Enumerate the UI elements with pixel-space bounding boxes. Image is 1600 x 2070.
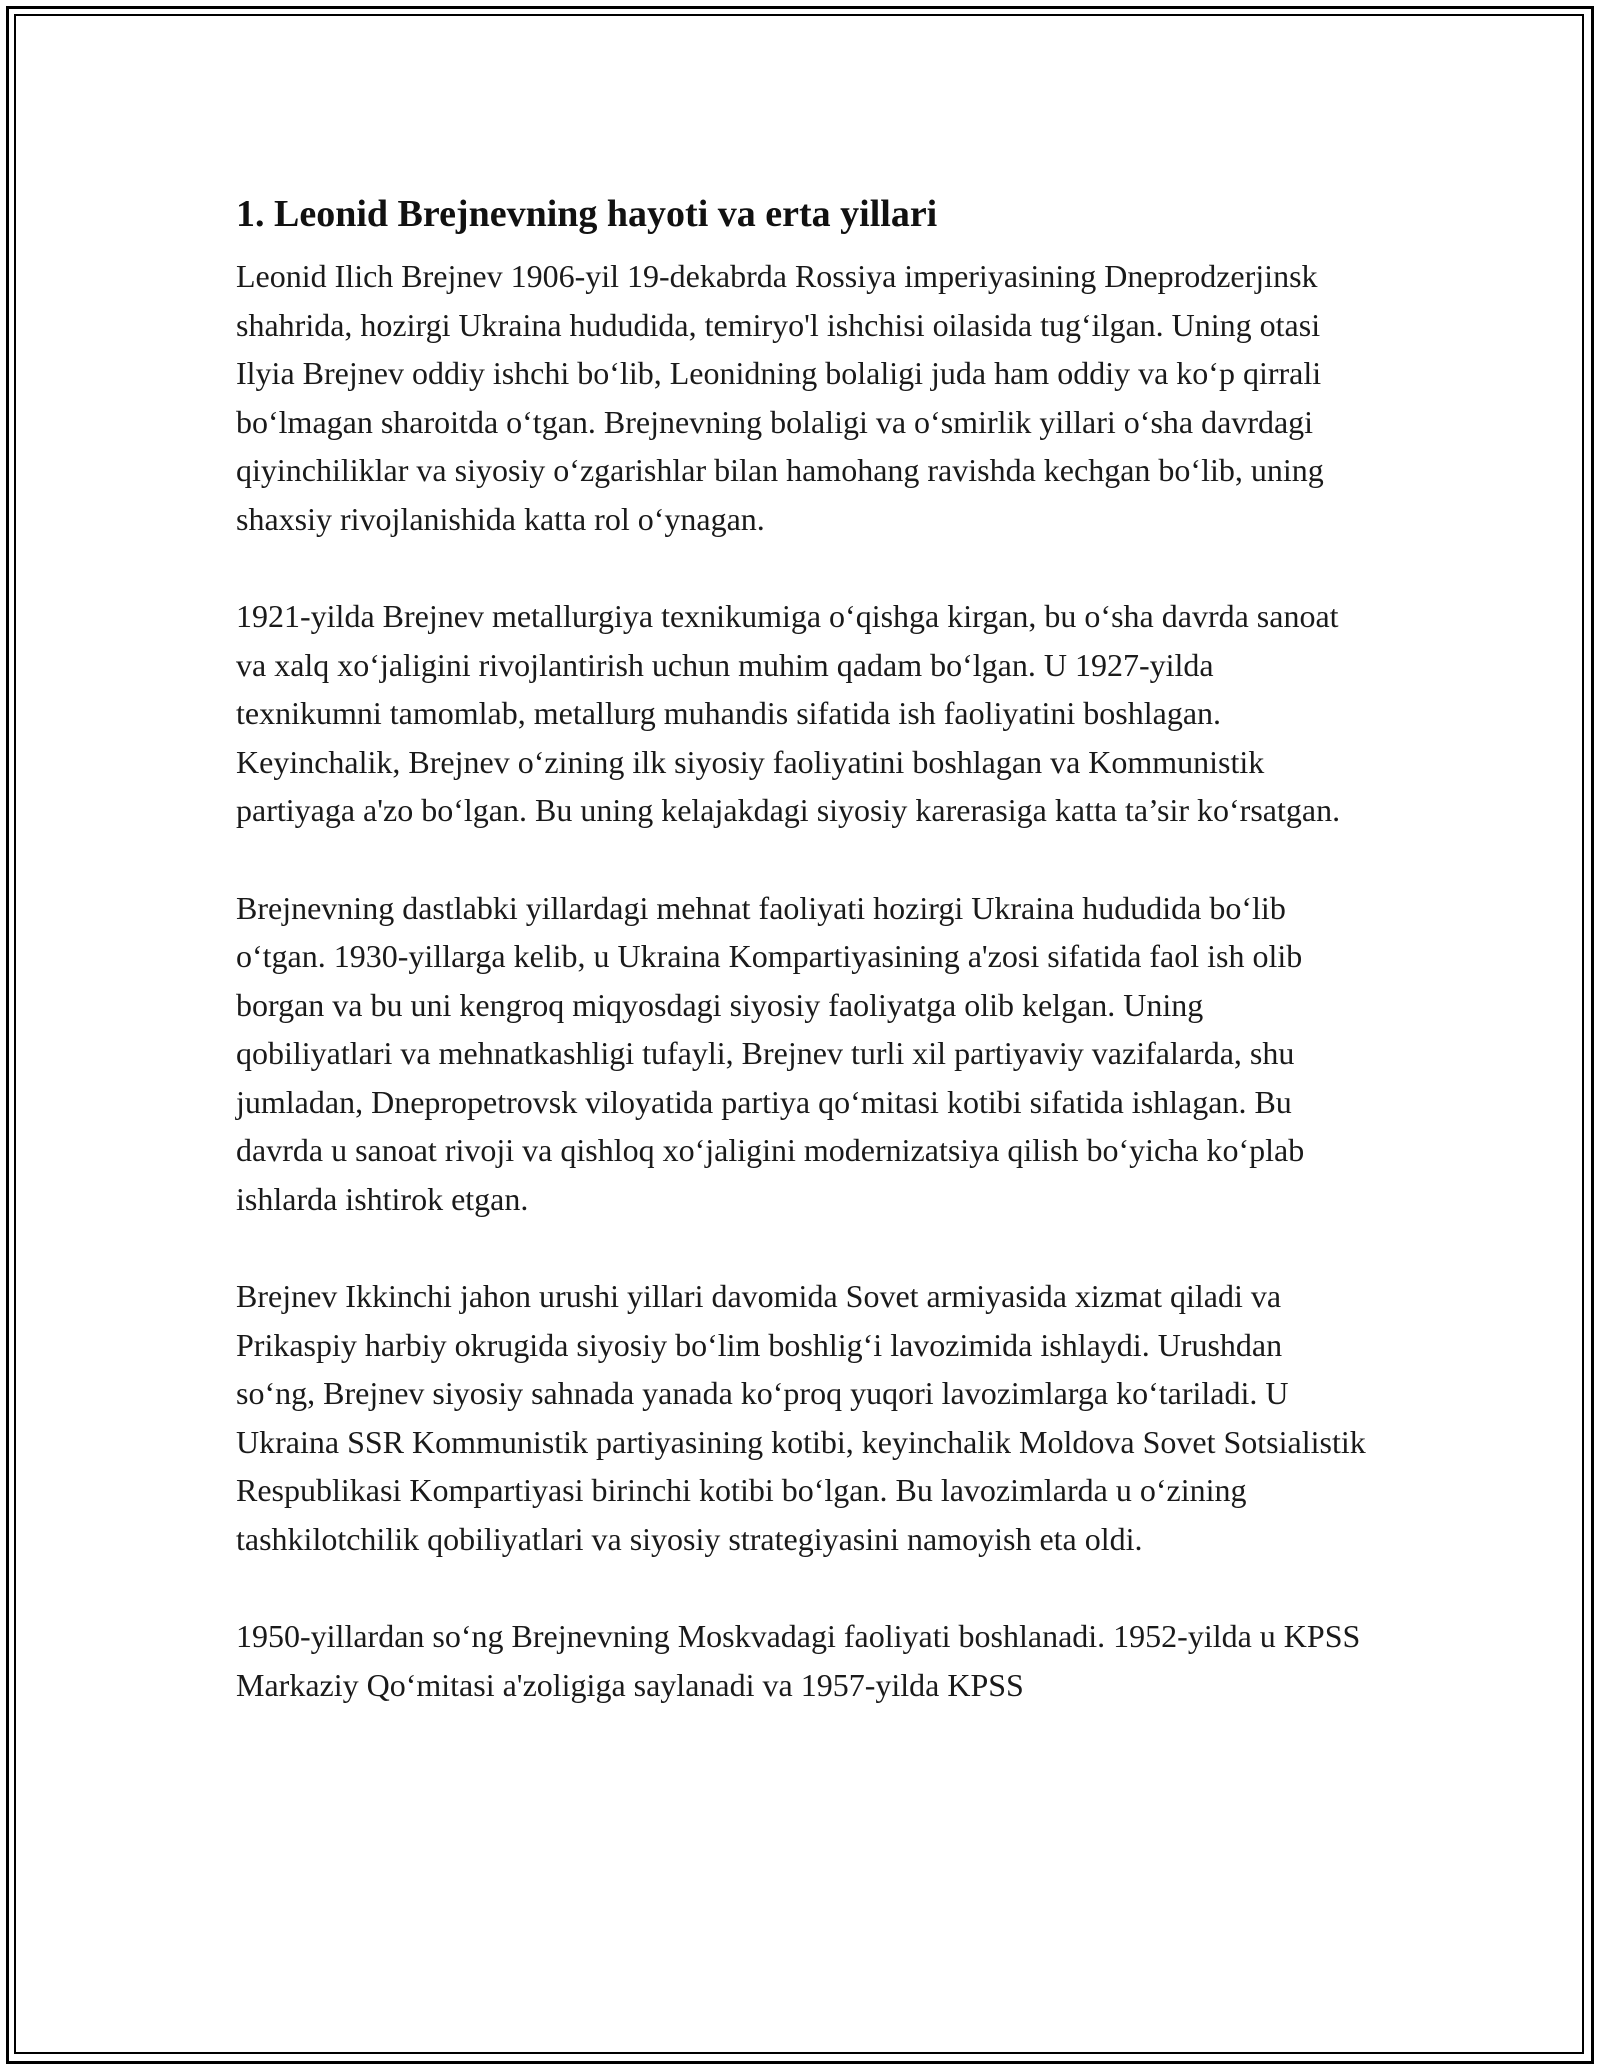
paragraph-2: 1921-yilda Brejnev metallurgiya texnikumiga oʻqishga kirgan, bu oʻsha davrda sanoat va xalq xoʻjaligini rivojlantirish uchun muhim qadam boʻlgan. U 1927-yilda texnikumni tamomlab, metallurg muhandis sifatida ish faoliyatini boshlagan. Keyinchalik, Brejnev oʻzining ilk siyosiy faoliyatini boshlagan va Kommunistik partiyaga a'zo boʻlgan. Bu uning kelajakdagi siyosiy karerasiga katta ta’sir koʻrsatgan. <box>236 598 1341 828</box>
paragraph-5: 1950-yillardan soʻng Brejnevning Moskvadagi faoliyati boshlanadi. 1952-yilda u KPSS Markaziy Qoʻmitasi a'zoligiga saylanadi va 1957-yilda KPSS <box>236 1618 1361 1703</box>
paragraph-1: Leonid Ilich Brejnev 1906-yil 19-dekabrda Rossiya imperiyasining Dneprodzerjinsk shahrida, hozirgi Ukraina hududida, temiryo'l ishchisi oilasida tugʻilgan. Uning otasi Ilyia Brejnev oddiy ishchi boʻlib, Leonidning bolaligi juda ham oddiy va koʻp qirrali boʻlmagan sharoitda oʻtgan. Brejnevning bolaligi va oʻsmirlik yillari oʻsha davrdagi qiyinchiliklar va siyosiy oʻzgarishlar bilan hamohang ravishda kechgan boʻlib, uning shaxsiy rivojlanishida katta rol oʻynagan. <box>236 258 1324 537</box>
section-heading: 1. Leonid Brejnevning hayoti va erta yillari <box>236 193 938 235</box>
paragraph-4: Brejnev Ikkinchi jahon urushi yillari davomida Sovet armiyasida xizmat qiladi va Prikaspiy harbiy okrugida siyosiy boʻlim boshligʻi lavozimida ishlaydi. Urushdan soʻng, Brejnev siyosiy sahnada yanada koʻproq yuqori lavozimlarga koʻtariladi. U Ukraina SSR Kommunistik partiyasining kotibi, keyinchalik Moldova Sovet Sotsialistik Respublikasi Kompartiyasi birinchi kotibi boʻlgan. Bu lavozimlarda u oʻzining tashkilotchilik qobiliyatlari va siyosiy strategiyasini namoyish eta oldi. <box>236 1278 1366 1557</box>
document-body <box>236 186 1366 1709</box>
paragraph-3: Brejnevning dastlabki yillardagi mehnat faoliyati hozirgi Ukraina hududida boʻlib oʻtgan. 1930-yillarga kelib, u Ukraina Kompartiyasining a'zosi sifatida faol ish olib borgan va bu uni kengroq miqyosdagi siyosiy faoliyatga olib kelgan. Uning qobiliyatlari va mehnatkashligi tufayli, Brejnev turli xil partiyaviy vazifalarda, shu jumladan, Dnepropetrovsk viloyatida partiya qoʻmitasi kotibi sifatida ishlagan. Bu davrda u sanoat rivoji va qishloq xoʻjaligini modernizatsiya qilish boʻyicha koʻplab ishlarda ishtirok etgan. <box>236 889 1305 1217</box>
